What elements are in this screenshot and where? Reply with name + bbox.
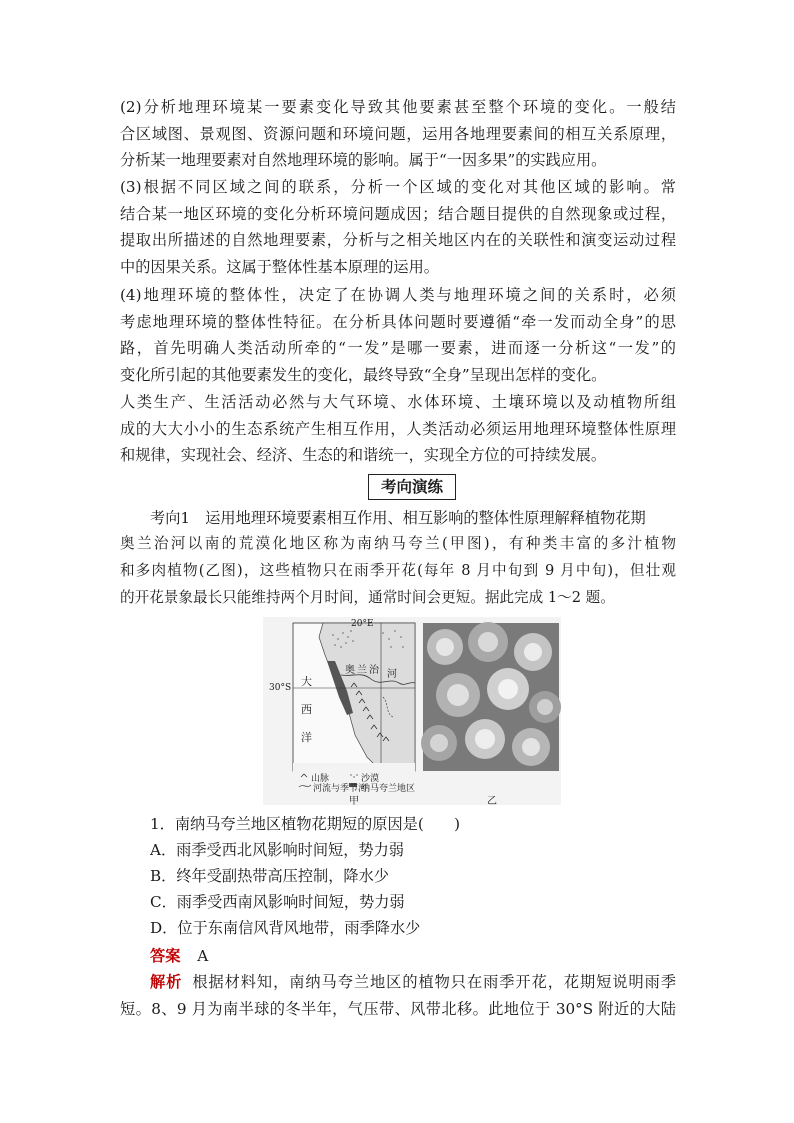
paragraph-line: (2)分析地理环境某一要素变化导致其他要素甚至整个环境的变化。一般结 [120,98,676,116]
ocean-label-1: 大 [301,675,312,688]
paragraph-line: 合区域图、景观图、资源问题和环境问题，运用各地理要素间的相互关系原理， [120,124,676,143]
river-label-3: 治 [369,665,379,676]
option-b: B．终年受副热带高压控制，降水少 [150,867,389,885]
legend-mountain: 山脉 [311,774,330,784]
paragraph-4 [120,282,676,388]
paragraph-line: 变化所引起的其他要素发生的变化，最终导致“全身”呈现出怎样的变化。 [120,365,607,384]
analysis-line-text: 根据材料知，南纳马夸兰地区的植物只在雨季开花，花期短说明雨季 [192,973,677,991]
answer-line [150,943,208,969]
paragraph-line: (3)根据不同区域之间的联系，分析一个区域的变化对其他区域的影响。常 [120,178,676,196]
figure [263,617,561,805]
material-line: 奥兰治河以南的荒漠化地区称为南纳马夸兰(甲图)，有种类丰富的多汁植物 [120,535,676,552]
material-line: 的开花景象最长只能维持两个月时间，通常时间会更短。据此完成 1～2 题。 [120,589,615,606]
section-heading: 考向演练 [368,474,456,500]
legend-river: 河流与季节河 [313,784,368,794]
question-stem: 1．南纳马夸兰地区植物花期短的原因是( ) [150,815,461,833]
paragraph-3 [120,174,676,280]
analysis-line [120,969,676,996]
river-label-2: 兰 [357,665,367,676]
paragraph-line: 提取出所描述的自然地理要素，分析与之相关地区内在的关联性和演变运动过程 [120,231,676,249]
analysis-text [120,969,676,1022]
legend-desert: 沙漠 [361,774,380,784]
latitude-label: 30°S [269,683,292,693]
paragraph-line: (4)地理环境的整体性，决定了在协调人类与地理环境之间的关系时，必须 [120,286,676,304]
paragraph-2 [120,94,676,174]
option-a: A．雨季受西北风影响时间短，势力弱 [150,841,404,859]
legend-region: 纳马夸兰地区 [361,784,416,794]
answer-value: A [197,947,209,965]
option-d: D．位于东南信风背风地带，雨季降水少 [150,919,421,937]
ocean-label-3: 洋 [301,731,312,744]
paragraph-line: 和规律，实现社会、经济、生态的和谐统一，实现全方位的可持续发展。 [120,446,606,464]
paragraph-5 [120,389,676,469]
paragraph-line: 结合某一地区环境的变化分析环境问题成因；结合题目提供的自然现象或过程， [120,204,676,223]
paragraph-line: 路，首先明确人类活动所牵的“一发”是哪一要素，进而逐一分析这“一发”的 [120,339,676,357]
option-c: C．雨季受西南风影响时间短，势力弱 [150,893,405,911]
ocean-label-2: 西 [301,703,312,716]
material-text [120,530,676,611]
river-label-1: 奥 [345,665,355,676]
paragraph-line: 人类生产、生活活动必然与大气环境、水体环境、土壤环境以及动植物所组 [120,393,676,411]
caption-jia: 甲 [349,796,359,807]
succulent-rosettes [421,622,561,766]
analysis-line: 短。8、9 月为南半球的冬半年，气压带、风带北移。此地位于 30°S 附近的大陆 [120,999,676,1018]
caption-yi: 乙 [487,796,497,807]
analysis-label: 解析 [150,973,183,991]
paragraph-line: 成的大大小小的生态系统产生相互作用，人类活动必须运用地理环境整体性原理 [120,419,676,438]
paragraph-line: 分析某一地理要素对自然地理环境的影响。属于“一因多果”的实践应用。 [120,151,607,169]
longitude-label: 20°E [351,619,374,629]
answer-label: 答案 [150,947,181,965]
river-label-4: 河 [387,669,397,680]
kaoxiang-title: 考向1 运用地理环境要素相互作用、相互影响的整体性原理解释植物花期 [150,509,646,527]
material-line: 和多肉植物(乙图)，这些植物只在雨季开花(每年 8 月中旬到 9 月中旬)，但壮观 [120,562,676,579]
paragraph-line: 中的因果关系。这属于整体性基本原理的运用。 [120,257,439,276]
paragraph-line: 考虑地理环境的整体性特征。在分析具体问题时要遵循“牵一发而动全身”的思 [120,312,676,331]
